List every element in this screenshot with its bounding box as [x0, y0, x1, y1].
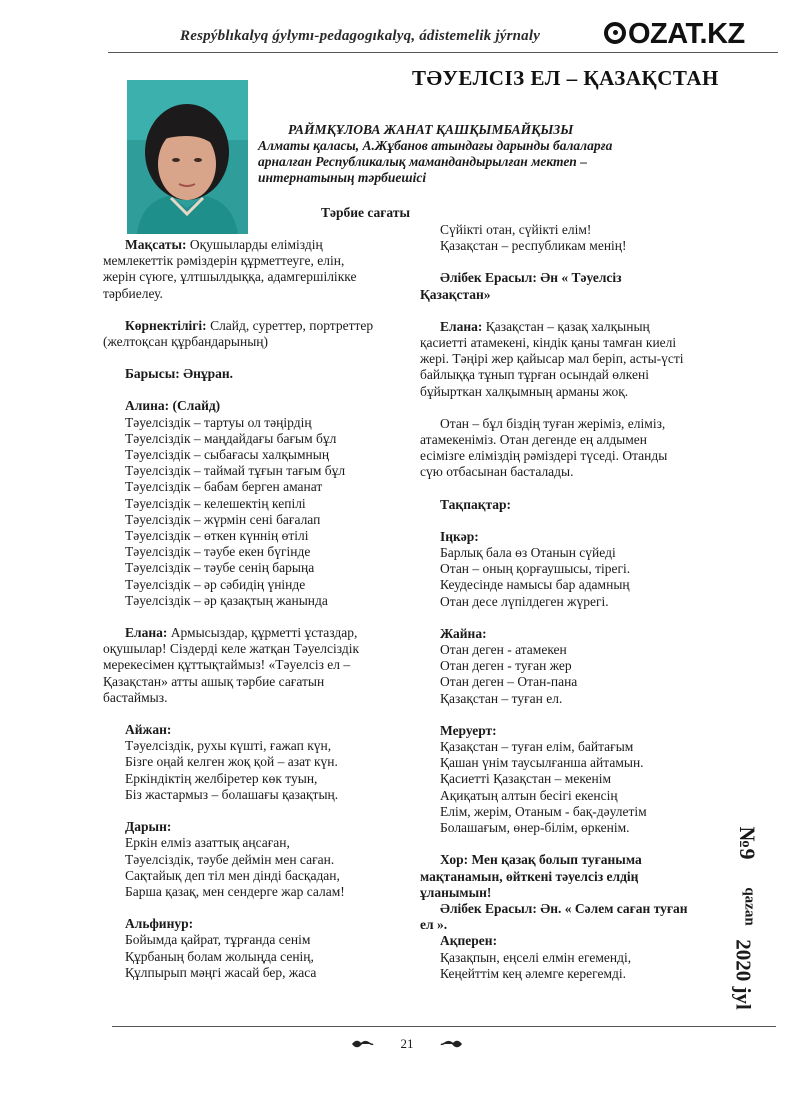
poem-line: Отан десе лүпілдеген жүрегі.	[440, 593, 609, 609]
article-title: ТӘУЕЛСІЗ ЕЛ – ҚАЗАҚСТАН	[412, 66, 719, 90]
poem-line: Кеудесінде намысы бар адамның	[440, 577, 630, 593]
poem-line: Барша қазақ, мен сендерге жар салам!	[125, 883, 345, 899]
poem-line: Қазақстан – туған елім, байтағым	[440, 739, 634, 755]
speech-line: есімізге еліміздің рәміздері түседі. Отанды	[420, 448, 668, 464]
goal-label: Мақсаты:	[125, 237, 187, 252]
lesson-type: Тәрбие сағаты	[321, 205, 411, 220]
page-number: 21	[400, 1036, 414, 1051]
author-photo	[127, 80, 248, 234]
poem-line: Тәуелсіздік – тәубе сенің барыңа	[125, 560, 315, 576]
speech-line: мерекесімен құттықтаймыз! «Тәуелсіз ел –	[103, 657, 351, 673]
proverbs-heading: Тақпақтар:	[440, 496, 512, 512]
poem-line: Қашан үнім таусылғанша айтамын.	[440, 755, 644, 771]
visuals-line: (желтоқсан құрбандарының)	[103, 334, 268, 350]
poem-line: Тәуелсіздік – жүрмін сені бағалап	[125, 511, 321, 527]
logo-ring-icon	[604, 22, 626, 44]
speech-line: оқушылар! Сіздерді келе жатқан Тәуелсіздік	[103, 641, 360, 657]
author-institution-line-1: Алматы қаласы, А.Жұбанов атындағы дарынды балаларға	[258, 138, 613, 153]
speech-line: қасиетті атамекені, кіндік қаны тамған киелі	[420, 335, 677, 351]
poem-line: Тәуелсіздік – сыбағасы халқымның	[125, 447, 330, 463]
poem-line: Отан деген - туған жер	[440, 658, 572, 674]
ornament-icon	[352, 1039, 374, 1049]
poem-line: Қазақстан – туған ел.	[440, 690, 563, 706]
poem-line: Сақтайық деп тіл мен дінді басқадан,	[125, 867, 340, 883]
poem-line: Отан деген - атамекен	[440, 642, 567, 658]
poem-line: Тәуелсіздік – маңдайдағы бағым бұл	[125, 430, 337, 446]
poem-line: Болашағым, өнер-білім, өркенім.	[440, 820, 630, 836]
page-footer	[352, 1036, 462, 1052]
poem-line: Тәуелсіздік – тәубе екен бүгінде	[125, 544, 311, 560]
song-announcement: Қазақстан»	[420, 286, 491, 302]
song-announcement: Әлібек Ерасыл: Ән. « Сәлем саған туған	[440, 900, 688, 916]
issue-month: qazan	[741, 887, 758, 926]
speech-line: Отан – бұл біздің туған жеріміз, еліміз,	[440, 415, 666, 431]
issue-year: 2020 jyl	[731, 939, 756, 1010]
poem-line: Тәуелсіздік, тәубе деймін мен саған.	[125, 851, 335, 867]
poem-line: Тәуелсіздік – келешектің кепілі	[125, 495, 306, 511]
speaker-inkar: Іңкәр:	[440, 528, 479, 544]
goal-line: жерін сүюге, ұлтшылдыққа, адамгершілікке	[103, 269, 357, 285]
speech-line: жері. Тәңірі жер қайысар мал беріп, асты-үсті	[420, 351, 684, 367]
poem-line: Барлық бала өз Отанын сүйеді	[440, 545, 616, 561]
ornament-icon	[440, 1039, 462, 1049]
header-divider	[108, 52, 778, 53]
poem-line: Сүйікті отан, сүйікті елім!	[440, 222, 592, 237]
issue-sidebar	[722, 810, 770, 1030]
goal-line: мемлекеттік рәміздерін құрметтеуге, елін,	[103, 253, 345, 269]
speaker-meruert: Меруерт:	[440, 722, 497, 738]
logo-text: OZAT.KZ	[628, 18, 745, 50]
speaker-elana: Елана:	[125, 625, 168, 641]
course-heading: Барысы: Әнұран.	[125, 366, 234, 382]
poem-line: Тәуелсіздік – өткен күннің өтілі	[125, 528, 309, 544]
poem-line: Елім, жерім, Отаным - бақ-дәулетім	[440, 803, 647, 819]
poem-line: Құлпырып мәңгі жасай бер, жаса	[125, 964, 317, 980]
poem-line: Бізге оңай келген жоқ қой – азат күн.	[125, 754, 338, 770]
poem-line: Кеңейттім кең әлемге керегемді.	[440, 965, 627, 981]
speaker-aizhan: Айжан:	[125, 722, 172, 738]
journal-title: Respýblıkalyq ǵylymı-pedagogıkalyq, ádistemelik jýrnaly	[180, 28, 541, 44]
left-column	[103, 237, 408, 981]
poem-line: Біз жастармыз – болашағы қазақтың.	[125, 786, 339, 802]
poem-line: Қазақстан – республикам менің!	[440, 238, 627, 254]
speaker-elana: Елана:	[440, 318, 483, 334]
goal-line: тәрбиелеу.	[103, 285, 163, 301]
speech-text: Армысыздар, құрметті ұстаздар,	[167, 625, 358, 641]
choir-line: мақтанамын, өйткені тәуелсіз елдің	[420, 868, 639, 884]
poem-line: Отан деген – Отан-пана	[440, 674, 578, 690]
goal-text: Оқушыларды еліміздің	[186, 237, 323, 252]
poem-line: Бойымда қайрат, тұрғанда сенім	[125, 932, 311, 948]
poem-line: Қасиетті Қазақстан – мекенім	[440, 771, 612, 787]
poem-line: Еркіндіктің желбіретер көк туын,	[125, 770, 318, 786]
poem-line: Ақиқатың алтын бесігі екенсің	[440, 787, 618, 803]
speech-line: сүю отбасынан басталады.	[420, 464, 574, 480]
poem-line: Тәуелсіздік – таймай тұғын тағым бұл	[125, 463, 346, 479]
poem-line: Тәуелсіздік, рухы күшті, ғажап күн,	[125, 738, 332, 754]
speaker-daryn: Дарын:	[125, 819, 172, 835]
poem-line: Құрбаның болам жолыңда сенің,	[125, 948, 314, 964]
visuals-text: Слайд, суреттер, портреттер	[206, 317, 374, 333]
poem-line: Отан – оның қорғаушысы, тірегі.	[440, 561, 631, 577]
speech-line: бастаймыз.	[103, 689, 168, 705]
poem-line: Еркін елміз азаттық аңсаған,	[125, 835, 290, 851]
author-name: РАЙМҚҰЛОВА ЖАНАТ ҚАШҚЫМБАЙҚЫЗЫ	[288, 122, 574, 137]
poem-line: Тәуелсіздік – тартуы ол тәңірдің	[125, 414, 312, 430]
poem-line: Тәуелсіздік – әр сәбидің үнінде	[125, 576, 306, 592]
speaker-akperen: Ақперен:	[440, 933, 498, 949]
footer-divider	[112, 1026, 776, 1027]
author-institution-line-2: арналған Республикалық мамандандырылған мектеп –	[258, 154, 587, 169]
speech-text: Қазақстан – қазақ халқының	[482, 318, 650, 334]
speaker-alina: Алина: (Слайд)	[125, 398, 221, 414]
speech-line: бұйырткан халқымның арманы жоқ.	[420, 383, 629, 399]
speech-line: байлыққа тұнып тұрған осындай өлкені	[420, 367, 649, 383]
issue-number: №9	[735, 826, 760, 860]
poem-line: Қазақпын, еңселі елмін егеменді,	[440, 949, 632, 965]
right-column	[420, 222, 720, 982]
speech-line: Қазақстан» атты ашық тәрбие сағатын	[103, 673, 325, 689]
song-announcement: ел ».	[420, 917, 448, 933]
speaker-zhaina: Жайна:	[440, 625, 487, 641]
choir-line: Хор: Мен қазақ болып туғаныма	[440, 852, 642, 868]
speaker-alfinur: Альфинур:	[125, 916, 194, 932]
author-position: интернатының тәрбиешісі	[258, 170, 427, 185]
poem-line: Тәуелсіздік – әр қазақтың жанында	[125, 592, 328, 608]
song-announcement: Әлібек Ерасыл: Ән « Тәуелсіз	[440, 270, 622, 286]
choir-line: ұланымын!	[420, 884, 492, 900]
author-info	[258, 122, 658, 186]
journal-logo	[604, 18, 745, 51]
visuals-label: Көрнектілігі:	[125, 317, 207, 333]
poem-line: Тәуелсіздік – бабам берген аманат	[125, 479, 323, 495]
speech-line: атамекеніміз. Отан дегенде ең алдымен	[420, 432, 648, 448]
